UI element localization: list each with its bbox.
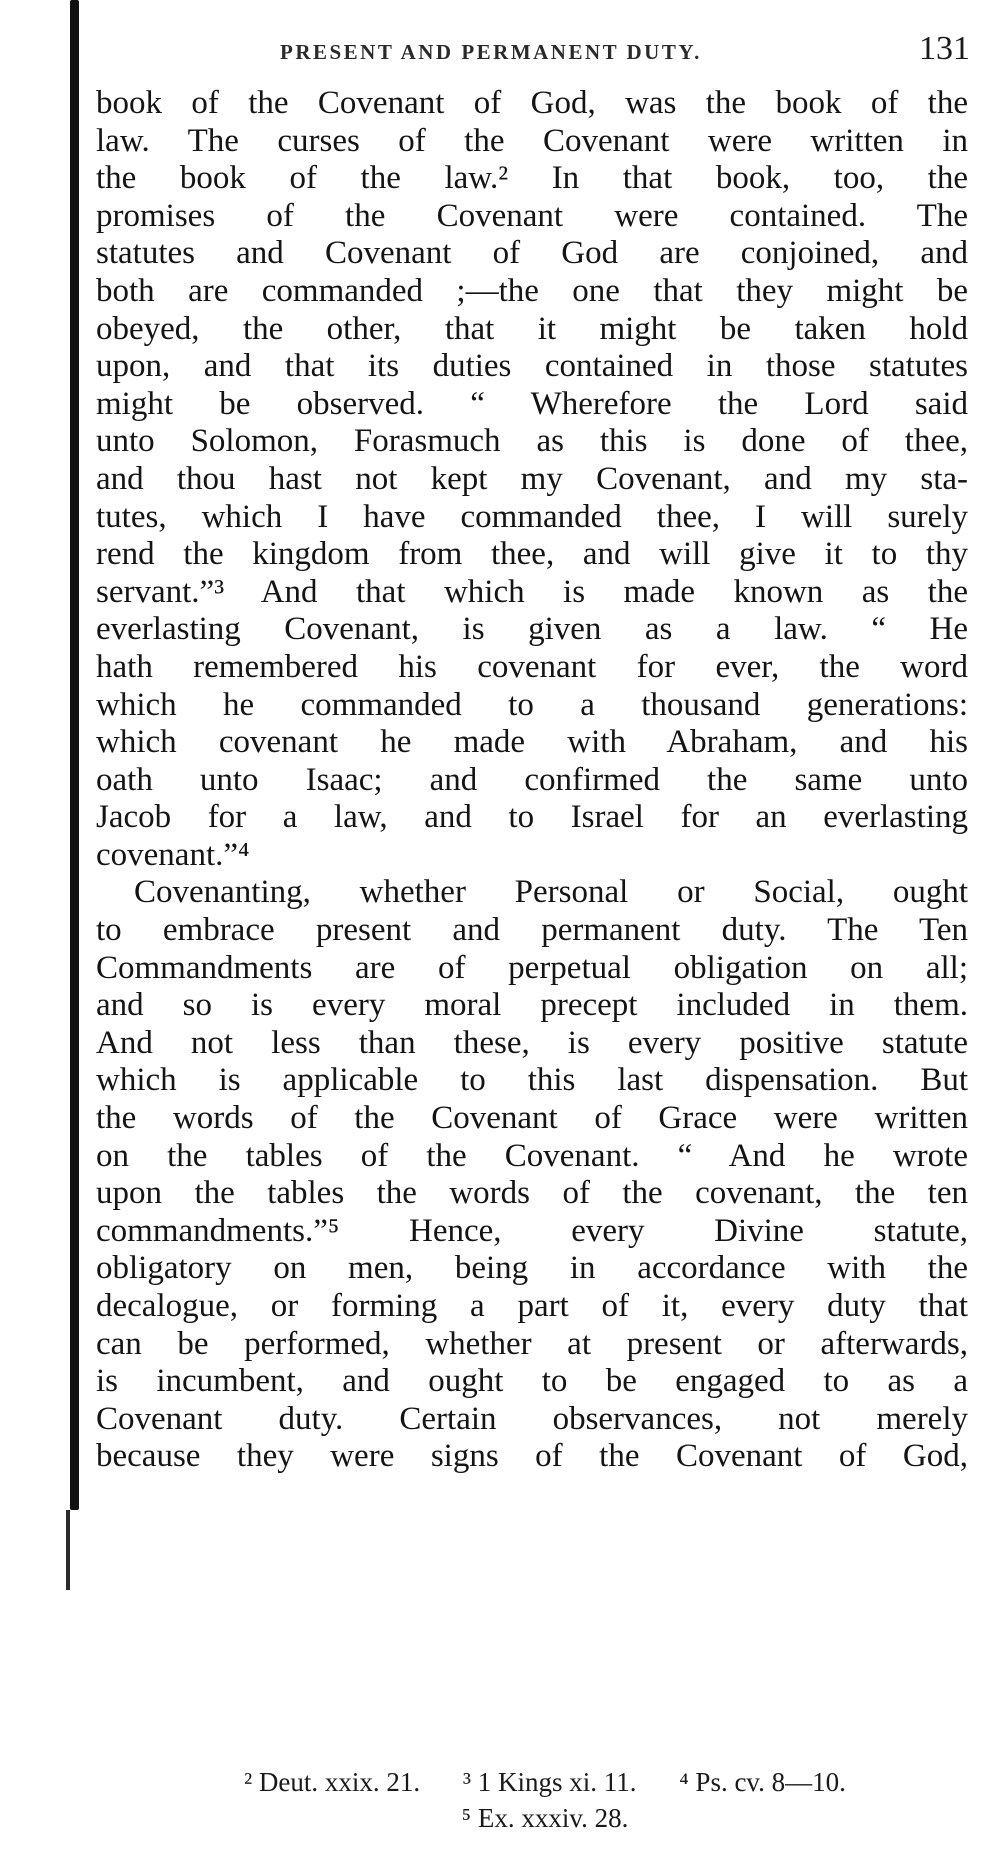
running-header (100, 30, 970, 70)
footnote-row (120, 1800, 970, 1836)
footnote-5: ⁵ Ex. xxxiv. 28. (461, 1803, 629, 1833)
footnote-2: ² Deut. xxix. 21. (244, 1767, 421, 1797)
text-line: everlasting Covenant, is given as a law. “ He (96, 611, 968, 648)
text-line: oath unto Isaac; and confirmed the same unto (96, 761, 968, 798)
text-line: the book of the law.² In that book, too, the (96, 160, 968, 197)
text-line: rend the kingdom from thee, and will give it to thy (96, 536, 968, 573)
text-line: both are commanded ;—the one that they might be (96, 272, 968, 309)
paragraph-start-line: Covenanting, whether Personal or Social, ought (134, 874, 968, 911)
text-line: and thou hast not kept my Covenant, and my sta- (96, 460, 968, 497)
text-line: which he commanded to a thousand generations: (96, 686, 968, 723)
text-line: Jacob for a law, and to Israel for an everlasting (96, 799, 968, 836)
text-line: the words of the Covenant of Grace were written (96, 1100, 968, 1137)
text-line: decalogue, or forming a part of it, every duty that (96, 1288, 968, 1324)
text-line: upon, and that its duties contained in those statutes (96, 348, 968, 385)
body-text (96, 85, 968, 1476)
text-line: law. The curses of the Covenant were written in (96, 122, 968, 159)
text-line: upon the tables the words of the covenant, the ten (96, 1175, 968, 1212)
text-line: commandments.”⁵ Hence, every Divine statute, (96, 1212, 968, 1249)
text-line: on the tables of the Covenant. “ And he wrote (96, 1137, 968, 1174)
text-line: hath remembered his covenant for ever, the word (96, 648, 968, 685)
text-line: promises of the Covenant were contained. The (96, 197, 968, 234)
text-line: book of the Covenant of God, was the book of the (96, 85, 968, 121)
running-title: PRESENT AND PERMANENT DUTY. (280, 40, 702, 64)
text-line: Commandments are of perpetual obligation on all; (96, 949, 968, 986)
text-line: which covenant he made with Abraham, and his (96, 724, 968, 761)
text-line: obligatory on men, being in accordance with the (96, 1250, 968, 1287)
text-line: might be observed. “ Wherefore the Lord said (96, 385, 968, 422)
footnote-3: ³ 1 Kings xi. 11. (462, 1767, 637, 1797)
text-line: to embrace present and permanent duty. The Ten (96, 912, 968, 949)
text-line: Covenant duty. Certain observances, not merely (96, 1400, 968, 1437)
text-line: is incumbent, and ought to be engaged to as a (96, 1363, 968, 1400)
text-line: which is applicable to this last dispensation. But (96, 1062, 968, 1099)
footnote-4: ⁴ Ps. cv. 8—10. (679, 1767, 846, 1797)
text-line: tutes, which I have commanded thee, I will surely (96, 498, 968, 535)
text-line: and so is every moral precept included in them. (96, 987, 968, 1024)
page-gutter-shadow (70, 0, 79, 1510)
page-gutter-shadow-lower (66, 1510, 70, 1590)
footnotes (120, 1764, 970, 1836)
page-number: 131 (919, 30, 970, 67)
text-line: unto Solomon, Forasmuch as this is done of thee, (96, 423, 968, 460)
text-line: statutes and Covenant of God are conjoined, and (96, 235, 968, 272)
text-line: servant.”³ And that which is made known as the (96, 573, 968, 610)
text-line: can be performed, whether at present or afterwards, (96, 1325, 968, 1362)
text-line: because they were signs of the Covenant of God, (96, 1438, 968, 1475)
text-line: covenant.”⁴ (96, 836, 250, 873)
text-line: obeyed, the other, that it might be taken hold (96, 310, 968, 347)
footnote-row (120, 1764, 970, 1800)
text-line: And not less than these, is every positive statute (96, 1024, 968, 1061)
